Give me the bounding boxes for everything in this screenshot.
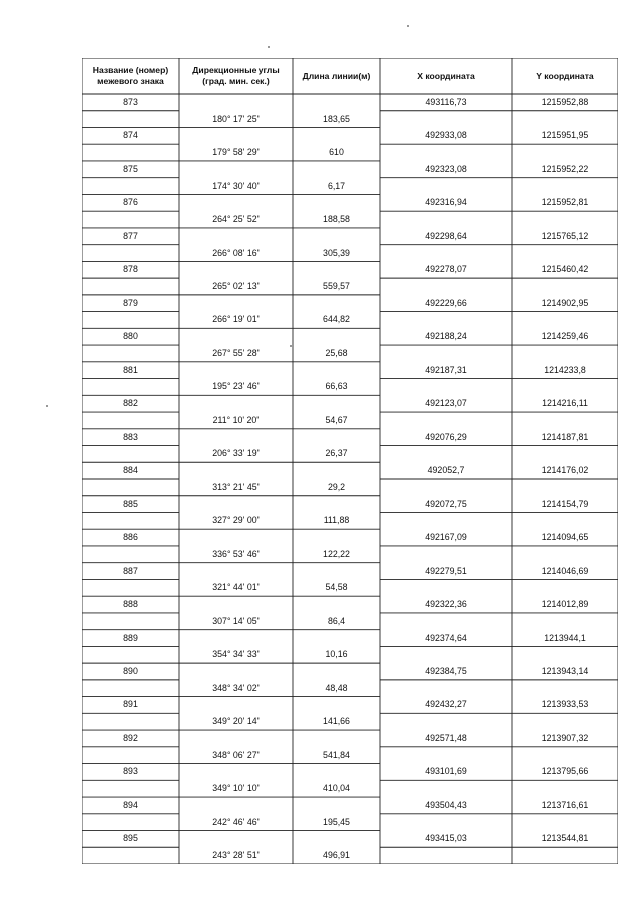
point-y: 1214259,46 <box>541 331 589 342</box>
point-x: 492279,51 <box>425 565 467 576</box>
segment-angle: 174° 30' 40" <box>212 180 260 191</box>
segment-length: 305,39 <box>323 247 350 258</box>
scan-speck <box>46 405 48 407</box>
point-x: 493101,69 <box>425 766 467 777</box>
point-y: 1214094,65 <box>541 532 589 543</box>
point-name: 881 <box>123 364 138 375</box>
segment-length: 111,88 <box>323 515 350 526</box>
point-x: 492316,94 <box>425 197 467 208</box>
header-angle: Дирекционные углы (град. мин. сек.) <box>192 65 280 86</box>
point-name: 886 <box>123 532 138 543</box>
point-name: 875 <box>123 163 138 174</box>
segment-angle: 336° 53' 46" <box>212 548 260 559</box>
point-name: 894 <box>123 799 138 810</box>
scan-speck <box>290 345 292 347</box>
point-name: 877 <box>123 230 138 241</box>
segment-angle: 264° 25' 52" <box>212 214 260 225</box>
segment-angle: 327° 29' 00" <box>212 515 260 526</box>
header-x: X координата <box>417 70 475 81</box>
segment-angle: 180° 17' 25" <box>212 113 260 124</box>
point-x: 492322,36 <box>425 599 467 610</box>
segment-length: 26,37 <box>325 448 348 459</box>
segment-length: 541,84 <box>323 749 350 760</box>
point-y: 1213907,32 <box>541 732 589 743</box>
point-y: 1213933,53 <box>541 699 589 710</box>
point-x: 492374,64 <box>425 632 467 643</box>
point-y: 1213544,81 <box>541 833 589 844</box>
segment-length: 10,16 <box>325 649 348 660</box>
point-x: 492076,29 <box>425 431 467 442</box>
point-x: 492933,08 <box>425 130 467 141</box>
segment-length: 25,68 <box>325 347 348 358</box>
point-x: 493415,03 <box>425 833 467 844</box>
segment-angle: 206° 33' 19" <box>212 448 260 459</box>
scan-speck <box>407 25 409 27</box>
point-name: 880 <box>123 331 138 342</box>
point-y: 1215765,12 <box>541 230 589 241</box>
scan-speck <box>268 46 270 48</box>
point-x: 492052,7 <box>427 465 465 476</box>
segment-angle: 349° 20' 14" <box>212 716 260 727</box>
point-x: 492432,27 <box>425 699 467 710</box>
segment-length: 188,58 <box>323 214 350 225</box>
point-name: 888 <box>123 599 138 610</box>
point-y: 1215460,42 <box>541 264 589 275</box>
boundary-points-table <box>82 58 618 864</box>
point-name: 879 <box>123 297 138 308</box>
point-y: 1215952,88 <box>541 96 589 107</box>
segment-length: 141,66 <box>323 716 350 727</box>
segment-length: 54,67 <box>325 414 348 425</box>
segment-angle: 321° 44' 01" <box>212 582 260 593</box>
point-name: 885 <box>123 498 138 509</box>
point-y: 1213716,61 <box>541 799 589 810</box>
point-x: 492278,07 <box>425 264 467 275</box>
point-x: 492167,09 <box>425 532 467 543</box>
point-x: 492229,66 <box>425 297 467 308</box>
segment-angle: 265° 02' 13" <box>212 281 260 291</box>
segment-angle: 307° 14' 05" <box>212 615 260 626</box>
header-y: Y координата <box>536 70 594 81</box>
point-y: 1214902,95 <box>541 297 589 308</box>
segment-length: 6,17 <box>327 180 346 191</box>
point-name: 876 <box>123 197 138 208</box>
point-name: 889 <box>123 632 138 643</box>
point-y: 1213944,1 <box>544 632 586 643</box>
segment-angle: 348° 06' 27" <box>212 749 260 760</box>
segment-angle: 348° 34' 02" <box>212 682 260 693</box>
segment-angle: 242° 46' 46" <box>212 816 260 827</box>
point-y: 1215951,95 <box>541 130 589 141</box>
point-x: 492187,31 <box>425 364 467 375</box>
point-x: 493116,73 <box>425 96 467 107</box>
segment-length: 48,48 <box>325 682 348 693</box>
segment-angle: 243° 28' 51" <box>212 850 260 861</box>
point-y: 1214176,02 <box>541 465 589 476</box>
header-length: Длина линии(м) <box>302 70 371 81</box>
segment-angle: 211° 10' 20" <box>212 414 260 425</box>
point-y: 1214187,81 <box>541 431 589 442</box>
point-x: 492123,07 <box>425 398 467 409</box>
segment-length: 122,22 <box>323 548 350 559</box>
segment-length: 559,57 <box>323 281 350 291</box>
segment-length: 66,63 <box>325 381 348 392</box>
segment-angle: 266° 08' 16" <box>212 247 260 258</box>
point-name: 893 <box>123 766 138 777</box>
segment-angle: 349° 10' 10" <box>212 783 260 794</box>
segment-length: 86,4 <box>327 615 346 626</box>
point-x: 492298,64 <box>425 230 467 241</box>
segment-angle: 354° 34' 33" <box>212 649 260 660</box>
point-y: 1214012,89 <box>541 599 589 610</box>
segment-length: 54,58 <box>325 582 348 593</box>
point-name: 890 <box>123 666 138 676</box>
point-name: 892 <box>123 732 138 743</box>
point-name: 887 <box>123 565 138 576</box>
segment-length: 183,65 <box>323 113 350 124</box>
point-name: 882 <box>123 398 138 409</box>
point-y: 1214216,11 <box>542 398 588 409</box>
point-x: 493504,43 <box>425 799 467 810</box>
point-x: 492384,75 <box>425 666 467 676</box>
point-x: 492072,75 <box>425 498 467 509</box>
point-y: 1214233,8 <box>544 364 586 375</box>
point-y: 1213943,14 <box>541 666 589 676</box>
segment-angle: 266° 19' 01" <box>212 314 260 325</box>
point-name: 873 <box>123 96 138 107</box>
segment-length: 644,82 <box>323 314 350 325</box>
segment-angle: 267° 55' 28" <box>212 347 260 358</box>
segment-length: 496,91 <box>323 850 350 861</box>
point-name: 883 <box>123 431 138 442</box>
point-x: 492571,48 <box>425 732 467 743</box>
segment-length: 195,45 <box>323 816 350 827</box>
point-x: 492188,24 <box>425 331 467 342</box>
header-name: Название (номер) межевого знака <box>92 65 169 86</box>
point-y: 1215952,22 <box>541 163 589 174</box>
segment-length: 610 <box>329 147 344 158</box>
segment-length: 29,2 <box>327 481 346 492</box>
point-name: 891 <box>123 699 138 710</box>
point-name: 874 <box>123 130 138 141</box>
segment-angle: 313° 21' 45" <box>212 481 260 492</box>
point-y: 1214154,79 <box>541 498 589 509</box>
segment-angle: 195° 23' 46" <box>212 381 260 392</box>
segment-length: 410,04 <box>323 783 350 794</box>
point-x: 492323,08 <box>425 163 467 174</box>
point-y: 1214046,69 <box>541 565 589 576</box>
point-name: 884 <box>123 465 138 476</box>
point-y: 1215952,81 <box>541 197 589 208</box>
point-name: 878 <box>123 264 138 275</box>
point-y: 1213795,66 <box>541 766 589 777</box>
point-name: 895 <box>123 833 138 844</box>
segment-angle: 179° 58' 29" <box>212 147 260 158</box>
